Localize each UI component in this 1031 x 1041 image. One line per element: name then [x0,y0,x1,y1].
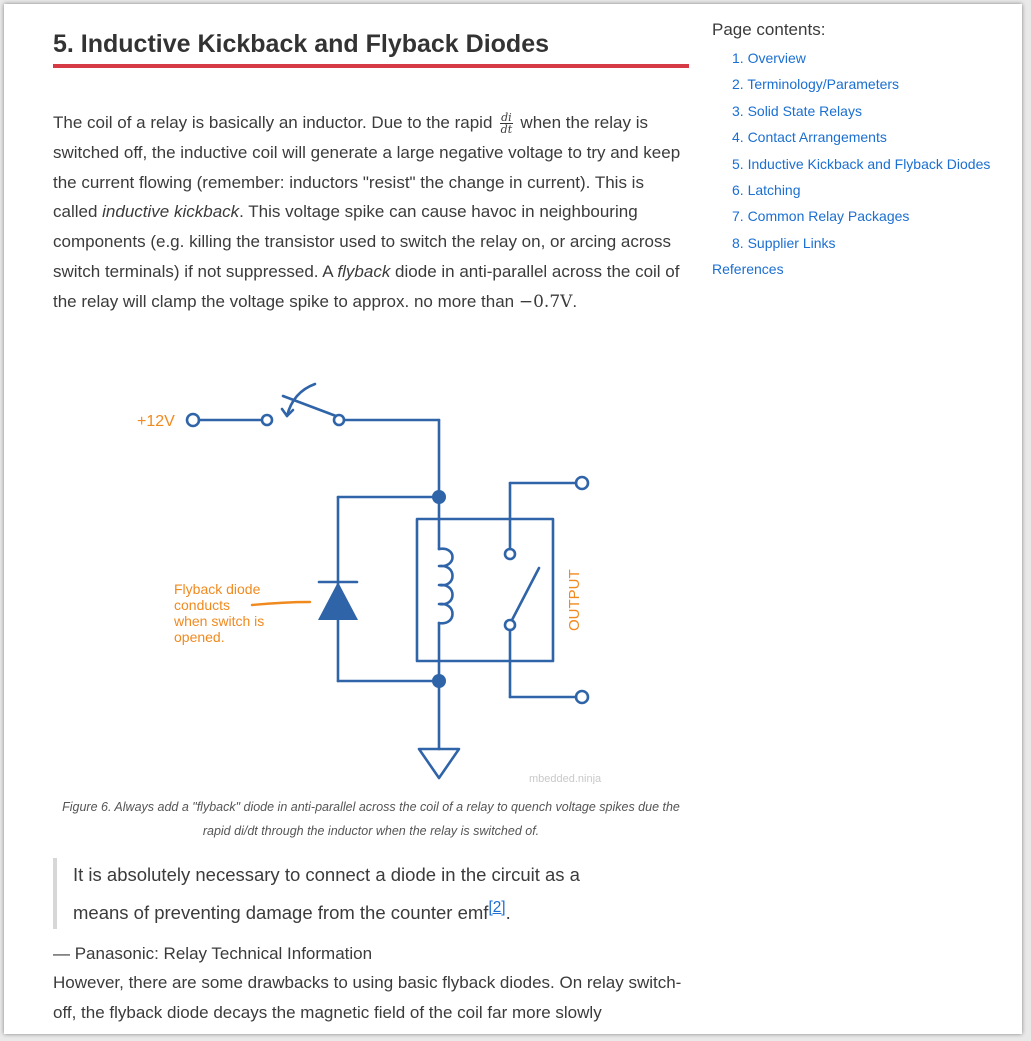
toc-link-latching[interactable]: 6. Latching [732,182,801,199]
toc-link-supplier-links[interactable]: 8. Supplier Links [732,234,836,251]
para-text: . This voltage spike can cause havoc in neighbouring components (e.g. killing the transistor used to switch the relay on, or arcing across switch terminals) if not suppressed. A [53,202,671,281]
para-text: The coil of a relay is basically an inductor. Due to the rapid [53,113,498,132]
term-flyback: flyback [337,261,391,281]
supply-label: +12V [137,413,175,430]
output-terminal-bottom [576,691,588,703]
para-text: when the relay is switched off, the inductive coil will generate a large negative voltage to try and keep the current flowing (remember: inductors "resist" the change in current). This is called [53,113,681,222]
output-label: OUTPUT [566,569,583,631]
intro-paragraph [53,108,689,318]
page-frame [4,4,1022,1034]
toc-title: Page contents: [712,20,826,39]
output-terminal-top [576,477,588,489]
switch-contact-right [334,415,344,425]
quote-text: It is absolutely necessary to connect a diode in the circuit as a means of preventing damage from the counter emf [73,864,580,924]
fraction-denominator: dt [500,123,513,137]
output-contact-top [505,549,515,559]
output-contact-bottom [505,620,515,630]
flyback-diode [318,582,358,620]
junction-bottom [432,674,446,688]
toc-link-references[interactable]: References [712,261,784,278]
diode-note-line: Flyback diode [174,581,261,597]
voltage-math: −0.7V [518,291,573,312]
page-contents [712,18,1012,283]
diode-note-line: opened. [174,629,225,645]
blockquote [53,858,633,929]
drawbacks-paragraph: However, there are some drawbacks to using basic flyback diodes. On relay switch-off, the flyback diode decays the magnetic field of the coil far more slowly [53,973,682,1022]
di-dt-fraction [500,112,513,135]
quote-attribution: — Panasonic: Relay Technical Information [53,944,373,963]
heading-underline [53,64,689,68]
section-heading: 5. Inductive Kickback and Flyback Diodes [53,30,550,58]
switch-contact-left [262,415,272,425]
relay-coil [439,549,453,624]
diode-note-line: conducts [174,597,231,613]
relay-box [417,519,553,661]
output-switch-lever [512,568,539,620]
relay-flyback-diagram [53,374,689,784]
toc-link-relay-packages[interactable]: 7. Common Relay Packages [732,208,910,225]
annotation-pointer [252,602,310,605]
fraction-numerator: di [501,111,512,125]
toc-link-solid-state-relays[interactable]: 3. Solid State Relays [732,102,862,119]
diode-note-line: when switch is [174,613,265,629]
toc-link-overview[interactable]: 1. Overview [732,50,806,66]
watermark: mbedded.ninja [529,773,602,784]
junction-top [432,490,446,504]
toc-link-inductive-kickback[interactable]: 5. Inductive Kickback and Flyback Diodes [732,155,991,172]
para-text: diode in anti-parallel across the coil of the relay will clamp the voltage spike to approx. no more than [53,261,680,311]
para-text: . [572,291,578,311]
toc-link-contact-arrangements[interactable]: 4. Contact Arrangements [732,129,887,146]
quote-end: . [505,902,511,924]
citation-link[interactable]: [2] [488,899,506,916]
ground-symbol [419,749,459,778]
term-inductive-kickback: inductive kickback [102,202,240,222]
figure-caption: Figure 6. Always add a "flyback" diode in anti-parallel across the coil of a relay to quench voltage spikes due the rapid di/dt through the inductor when the relay is switched of. [62,800,680,838]
supply-terminal [187,414,199,426]
toc-link-terminology[interactable]: 2. Terminology/Parameters [732,76,900,93]
